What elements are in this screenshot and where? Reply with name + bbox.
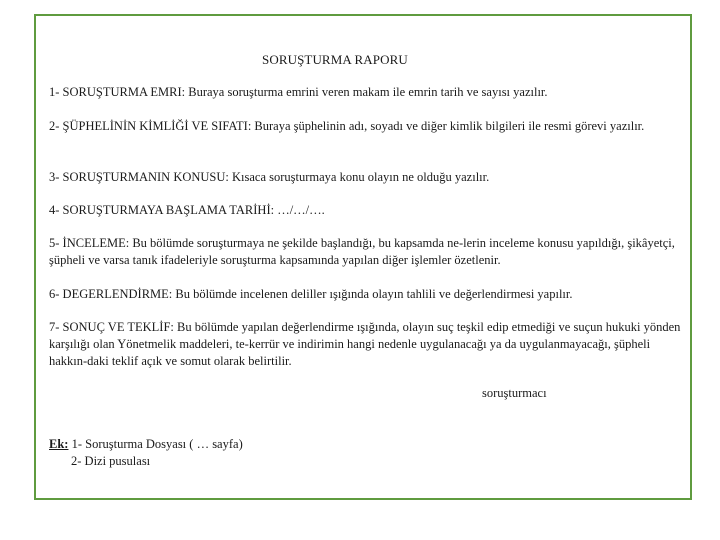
section-order: 1- SORUŞTURMA EMRI: Buraya soruşturma emrini veren makam ile emrin tarih ve sayısı yazılır. [49, 85, 548, 99]
section-start-date: 4- SORUŞTURMAYA BAŞLAMA TARİHİ: …/…/…. [49, 203, 325, 217]
section-examination: 5- İNCELEME: Bu bölümde soruşturmaya ne şekilde başlandığı, bu kapsamda ne-lerin inceleme konusu yapıldığı, şikâyetçi, şüpheli ve varsa tanık ifadeleriyle soruşturma kapsamında yapılan diğer işlemler özetlenir. [49, 236, 675, 267]
attachments-label: Ek: [49, 437, 69, 451]
section-evaluation: 6- DEGERLENDİRME: Bu bölümde incelenen deliller ışığında olayın tahlili ve değerlendirmesi yapılır. [49, 287, 573, 301]
attachment-item: 2- Dizi pusulası [71, 454, 151, 468]
section-suspect-identity: 2- ŞÜPHELİNİN KİMLİĞİ VE SIFATI: Buraya şüphelinin adı, soyadı ve diğer kimlik bilgileri ile resmi görevi yazılır. [49, 119, 645, 133]
section-subject: 3- SORUŞTURMANIN KONUSU: Kısaca soruşturmaya konu olayın ne olduğu yazılır. [49, 170, 490, 184]
attachment-line [49, 436, 243, 453]
section-conclusion: 7- SONUÇ VE TEKLİF: Bu bölümde yapılan değerlendirme ışığında, olayın suç teşkil edip etmediği ve suçun hukuki yönden karşılığı olan Yönetmelik maddeleri, te-kerrür ve indirimin hangi nedenle uygulanacağı ya da uygulanmayacağı, şüpheli hakkın-daki teklif açık ve somut olarak belirtilir. [49, 320, 681, 368]
attachment-item: 1- Soruşturma Dosyası ( … sayfa) [71, 437, 243, 451]
signer-label: soruşturmacı [482, 386, 547, 400]
document-title: SORUŞTURMA RAPORU [262, 52, 408, 67]
attachments-block [49, 436, 243, 470]
